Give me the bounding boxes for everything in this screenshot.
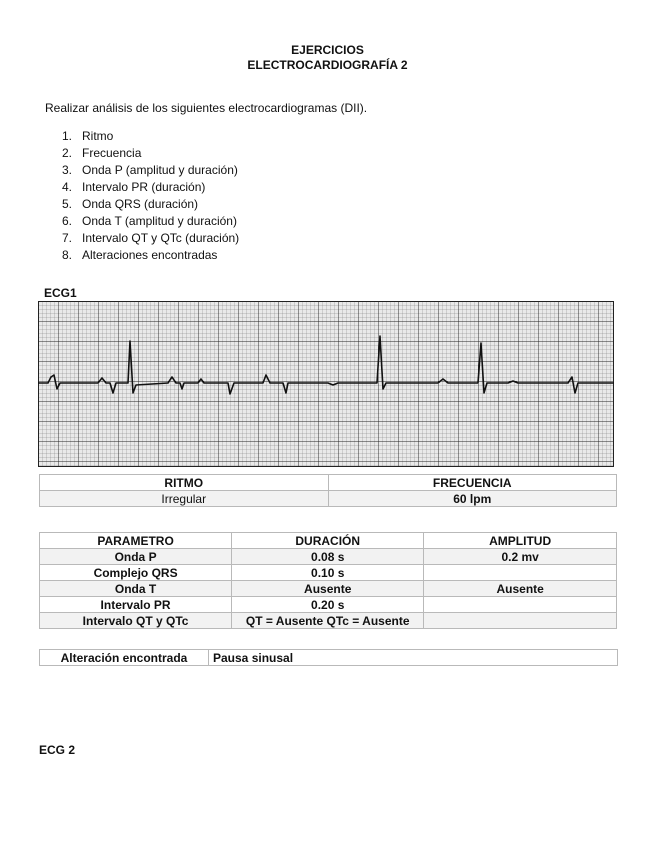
table-row: Onda T Ausente Ausente xyxy=(40,581,617,597)
table-row: Complejo QRS 0.10 s xyxy=(40,565,617,581)
ecg1-strip-image xyxy=(38,301,614,467)
table-row: Intervalo PR 0.20 s xyxy=(40,597,617,613)
alteration-table xyxy=(39,649,618,666)
list-item: 2. Frecuencia xyxy=(62,146,142,160)
ecg1-label: ECG1 xyxy=(44,286,77,300)
list-item: 7. Intervalo QT y QTc (duración) xyxy=(62,231,240,245)
rhythm-value: Irregular xyxy=(40,491,329,507)
page-title-line-2: ELECTROCARDIOGRAFÍA 2 xyxy=(247,58,408,72)
list-item: 6. Onda T (amplitud y duración) xyxy=(62,214,237,228)
table-row: Onda P 0.08 s 0.2 mv xyxy=(40,549,617,565)
page-title-line-1: EJERCICIOS xyxy=(291,43,364,57)
rate-header: FRECUENCIA xyxy=(328,475,617,491)
amplitude-header: AMPLITUD xyxy=(424,533,617,549)
alteration-value: Pausa sinusal xyxy=(209,650,618,666)
rhythm-header: RITMO xyxy=(40,475,329,491)
list-item: 4. Intervalo PR (duración) xyxy=(62,180,206,194)
list-item: 3. Onda P (amplitud y duración) xyxy=(62,163,238,177)
rate-value: 60 lpm xyxy=(328,491,617,507)
table-row: Intervalo QT y QTc QT = Ausente QTc = Ausente xyxy=(40,613,617,629)
alteration-label: Alteración encontrada xyxy=(40,650,209,666)
list-item: 1. Ritmo xyxy=(62,129,114,143)
intro-text: Realizar análisis de los siguientes electrocardiogramas (DII). xyxy=(45,101,368,115)
analysis-list xyxy=(62,128,239,264)
duration-header: DURACIÓN xyxy=(232,533,424,549)
ecg2-label: ECG 2 xyxy=(39,743,76,757)
list-item: 5. Onda QRS (duración) xyxy=(62,197,199,211)
list-item: 8. Alteraciones encontradas xyxy=(62,248,218,262)
parameter-table xyxy=(39,532,617,629)
rhythm-table xyxy=(39,474,617,507)
parameter-header: PARAMETRO xyxy=(40,533,232,549)
